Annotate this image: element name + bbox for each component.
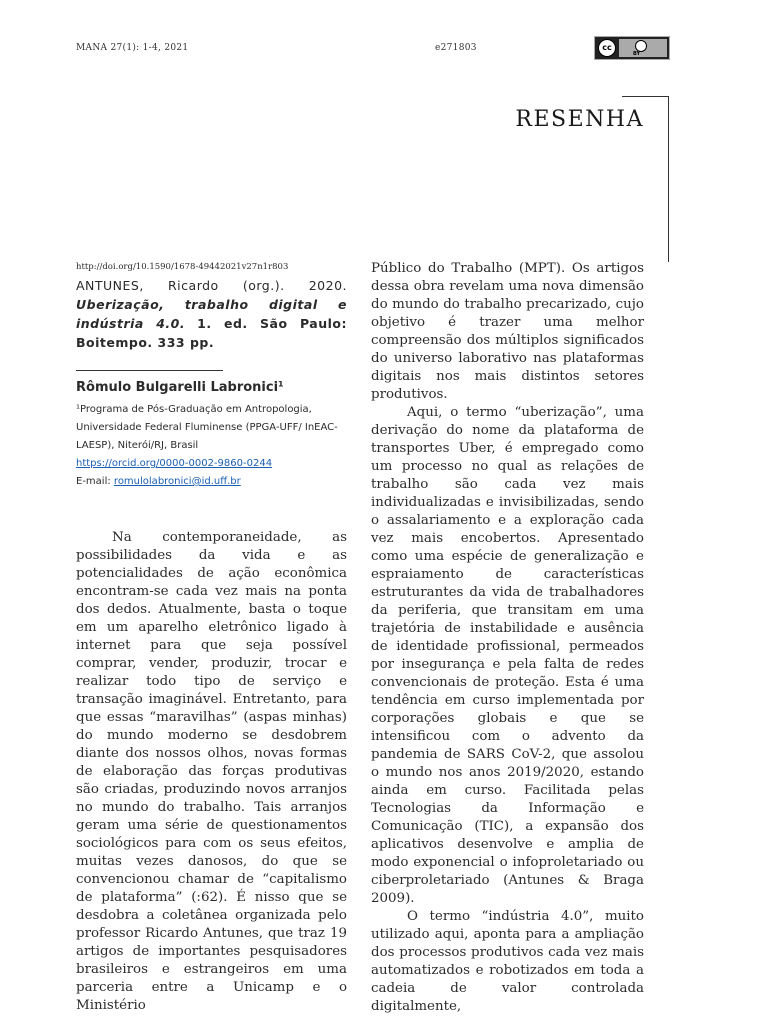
cc-by-icon[interactable] [594, 36, 670, 60]
by-icon [619, 39, 667, 57]
left-column [76, 260, 347, 1015]
paragraph: Aqui, o termo “uberização”, uma derivação do nome da plataforma de transportes Uber, é empregado como um processo no qual as relações de trabalho são cada vez mais individualizadas e invisibilizadas, sendo o assalariamento e a exploração cada vez mais encobertos. Apresentado como uma espécie de generalização e espraiamento de características estruturantes da vida de trabalhadores da periferia, que transitam em uma trajetória de instabilidade e ausência de identidade profissional, permeados por insegurança e pela falta de redes convencionais de proteção. Esta é uma tendência em curso implementada por corporações globais e que se intensificou com o advento da pandemia de SARS CoV-2, que assolou o mundo nos anos 2019/2020, estando ainda em curso. Facilitada pelas Tecnologias da Informação e Comunicação (TIC), a expansão dos aplicativos desenvolve e amplia de modo exponencial o infoproletariado ou ciberproletariado (Antunes & Braga 2009). [371, 405, 644, 906]
author-affiliation: ¹Programa de Pós-Graduação em Antropologia, Universidade Federal Fluminense (PPGA-UFF/ InEAC-LAESP), Niterói/RJ, Brasil [76, 404, 338, 451]
section-title: RESENHA [515, 107, 644, 132]
section-rule-vertical [668, 96, 669, 262]
email-line [76, 473, 347, 491]
by-label: BY [633, 51, 641, 57]
citation-authors: ANTUNES, Ricardo (org.). 2020. [76, 278, 347, 293]
paragraph: O termo “indústria 4.0”, muito utilizado aqui, aponta para a ampliação dos processos produtivos cada vez mais automatizados e robotizados em toda a cadeia de valor controlada digitalmente, [371, 909, 644, 1014]
citation-publication: 1. ed. São Paulo: Boitempo. 333 pp. [76, 316, 347, 350]
section-rule-horizontal [622, 96, 668, 97]
journal-reference: MANA 27(1): 1-4, 2021 [76, 43, 189, 53]
orcid-link[interactable]: https://orcid.org/0000-0002-9860-0244 [76, 458, 273, 469]
book-citation [76, 276, 347, 352]
left-body [76, 529, 347, 1015]
paragraph: Na contemporaneidade, as possibilidades da vida e as potencialidades de ação econômica encontram-se cada vez mais na ponta dos dedos. Atualmente, basta o toque em um aparelho eletrônico ligado à internet para que seja possível comprar, vender, produzir, trocar e realizar todo tipo de serviço e transação imaginável. Entretanto, para que essas “maravilhas” (aspas minhas) do mundo moderno se desdobrem diante dos nossos olhos, novas formas de elaboração das forças produtivas são criadas, produzindo novos arranjos no mundo do trabalho. Tais arranjos geram uma série de questionamentos sociológicos para com os seus efeitos, muitas vezes danosos, do que se convencionou chamar de “capitalismo de plataforma” (:62). É nisso que se desdobra a coletânea organizada pelo professor Ricardo Antunes, que traz 19 artigos de importantes pesquisadores brasileiros e estrangeiros em uma parceria entre a Unicamp e o Ministério [76, 530, 347, 1013]
doi-link[interactable]: http://doi.org/10.1590/1678-49442021v27n1r803 [76, 262, 289, 272]
article-id: e271803 [435, 43, 477, 53]
email-link[interactable]: romulolabronici@id.uff.br [113, 476, 241, 487]
citation-title: Uberização, trabalho digital e indústria 4.0. [76, 297, 347, 331]
right-column [371, 260, 644, 1016]
cc-icon: cc [598, 39, 616, 57]
divider [76, 370, 223, 371]
email-label: E-mail: [76, 476, 111, 487]
paragraph: Público do Trabalho (MPT). Os artigos dessa obra revelam uma nova dimensão do mundo do trabalho precarizado, cujo objetivo é trazer uma melhor compreensão dos múltiplos significados do universo laborativo nas plataformas digitais nos mais distintos setores produtivos. [371, 261, 644, 402]
author-name: Rômulo Bulgarelli Labronici¹ [76, 380, 284, 395]
